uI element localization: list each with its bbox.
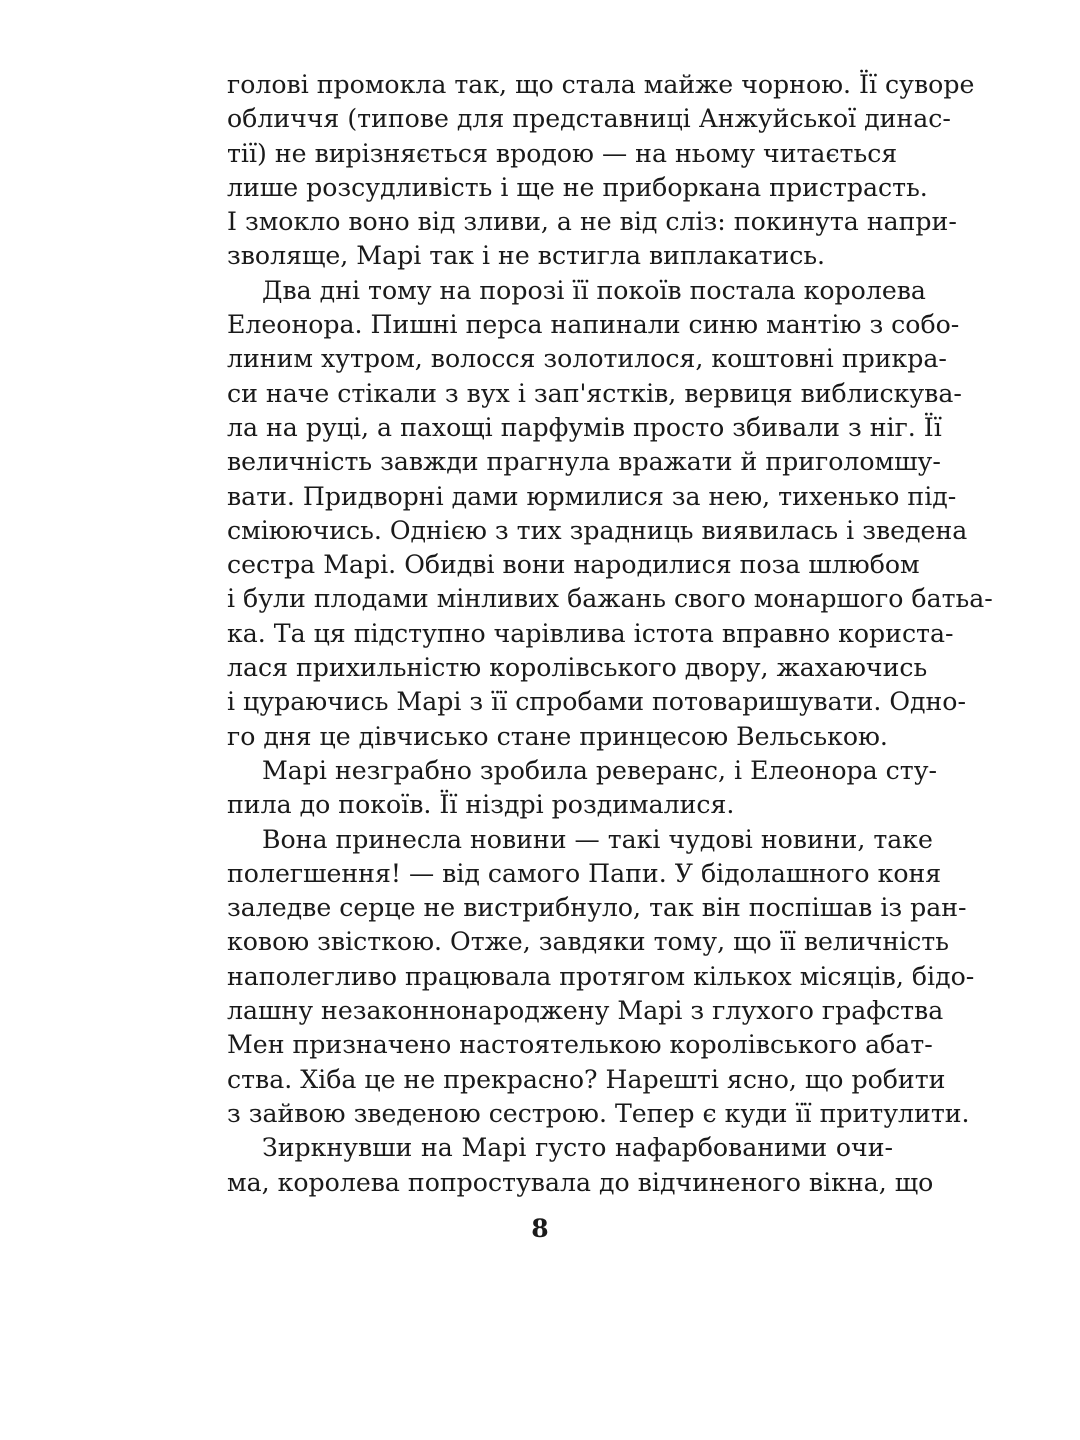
text-line: линим хутром, волосся золотилося, коштовні прикра- xyxy=(227,344,947,374)
paragraph-2 xyxy=(227,274,993,754)
text-line: ковою звісткою. Отже, завдяки тому, що її величність xyxy=(227,927,949,957)
paragraph-4 xyxy=(227,823,975,1132)
text-line: і були плодами мінливих бажань свого монаршого батьа- xyxy=(227,584,993,614)
text-line: вати. Придворні дами юрмилися за нею, тихенько під- xyxy=(227,481,957,511)
paragraph-3 xyxy=(227,754,938,823)
text-line: Два дні тому на порозі її покоїв постала королева xyxy=(262,275,926,305)
text-line: І змокло воно від зливи, а не від сліз: покинута напри- xyxy=(227,207,957,237)
text-line: і цураючись Марі з її спробами потоваришувати. Одно- xyxy=(227,687,966,717)
text-line: Мен призначено настоятелькою королівського абат- xyxy=(227,1030,933,1060)
page-number: 8 xyxy=(531,1214,549,1243)
paragraph-5 xyxy=(227,1131,934,1200)
text-line: лася прихильністю королівського двору, жахаючись xyxy=(227,653,928,683)
text-line: обличчя (типове для представниці Анжуйської динас- xyxy=(227,104,951,134)
text-line: полегшення! — від самого Папи. У бідолашного коня xyxy=(227,858,942,888)
text-line: сестра Марі. Обидві вони народилися поза шлюбом xyxy=(227,550,920,580)
text-line: лише розсудливість і ще не приборкана пристрасть. xyxy=(227,172,928,202)
text-line: сміюючись. Однією з тих зрадниць виявилась і зведена xyxy=(227,515,968,545)
text-line: ма, королева попростувала до відчиненого вікна, що xyxy=(227,1167,934,1197)
page-body xyxy=(227,68,993,1200)
text-line: си наче стікали з вух і зап'ястків, вервиця виблискува- xyxy=(227,378,962,408)
text-line: го дня це дівчисько стане принцесою Вельською. xyxy=(227,721,888,751)
text-line: лашну незаконнонароджену Марі з глухого графства xyxy=(227,996,944,1026)
text-line: зволяще, Марі так і не встигла виплакатись. xyxy=(227,241,826,271)
paragraph-1 xyxy=(227,68,975,274)
text-line: ла на руці, а пахощі парфумів просто збивали з ніг. Її xyxy=(227,412,942,442)
text-line: Елеонора. Пишні перса напинали синю мантію з собо- xyxy=(227,310,960,340)
text-line: ства. Хіба це не прекрасно? Нарешті ясно, що робити xyxy=(227,1064,946,1094)
text-line: пила до покоїв. Її ніздрі роздималися. xyxy=(227,790,735,820)
text-line: Вона принесла новини — такі чудові новини, таке xyxy=(262,824,933,854)
text-line: заледве серце не вистрибнуло, так він поспішав із ран- xyxy=(227,893,967,923)
text-line: величність завжди прагнула вражати й приголомшу- xyxy=(227,447,941,477)
text-line: ка. Та ця підступно чарівлива істота вправно користа- xyxy=(227,618,954,648)
text-line: Марі незграбно зробила реверанс, і Елеонора сту- xyxy=(262,755,938,785)
text-line: тії) не вирізняється вродою — на ньому читається xyxy=(227,138,898,168)
text-line: Зиркнувши на Марі густо нафарбованими очи- xyxy=(262,1133,893,1163)
text-line: наполегливо працювала протягом кількох місяців, бідо- xyxy=(227,961,975,991)
text-line: з зайвою зведеною сестрою. Тепер є куди її притулити. xyxy=(227,1098,970,1128)
text-line: голові промокла так, що стала майже чорною. Її суворе xyxy=(227,70,975,99)
